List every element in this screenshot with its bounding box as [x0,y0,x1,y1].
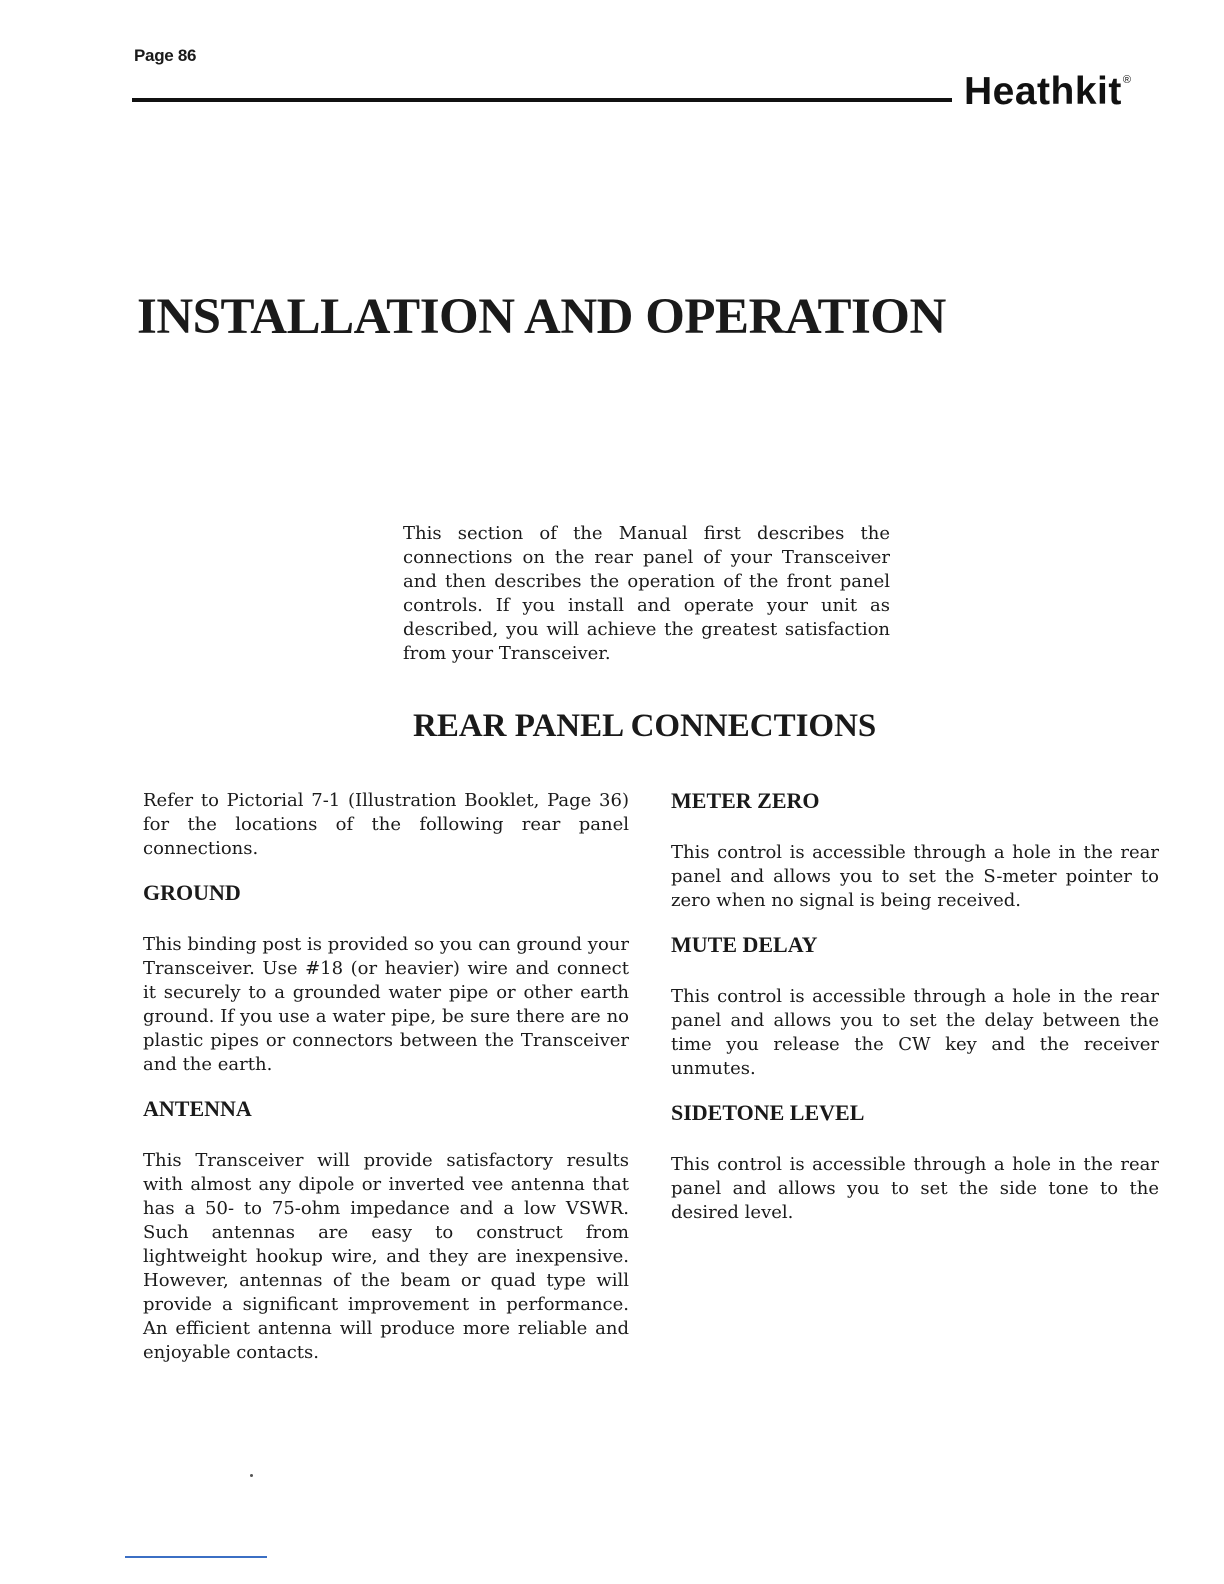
intro-paragraph: This section of the Manual first describes the connections on the rear panel of your Transceiver and then describes the operation of the front panel controls. If you install and operate your unit as described, you will achieve the greatest satisfaction from your Transceiver. [403,523,890,664]
ground-paragraph: This binding post is provided so you can ground your Transceiver. Use #18 (or heavier) wire and connect it securely to a grounded water pipe or other earth ground. If you use a water pipe, be sure there are no plastic pipes or connectors between the Transceiver and the earth. [143,934,629,1075]
meter-zero-heading: METER ZERO [671,788,820,813]
registered-mark: ® [1122,74,1132,86]
lead-paragraph: Refer to Pictorial 7-1 (Illustration Booklet, Page 36) for the locations of the following rear panel connections. [143,790,629,859]
ground-heading: GROUND [143,880,241,905]
sidetone-paragraph: This control is accessible through a hole in the rear panel and allows you to set the side tone to the desired level. [671,1154,1159,1223]
antenna-heading: ANTENNA [143,1096,252,1121]
right-column [671,789,1159,1225]
header-rule [132,98,952,102]
page-number: Page 86 [134,46,197,65]
section-title: REAR PANEL CONNECTIONS [413,708,877,744]
mute-delay-paragraph: This control is accessible through a hole in the rear panel and allows you to set the delay between the time you release the CW key and the receiver unmutes. [671,986,1159,1079]
left-column [143,789,629,1365]
page-title: INSTALLATION AND OPERATION [137,289,946,345]
brand-name: Heathkit [964,70,1122,113]
scan-speck [250,1474,253,1477]
antenna-paragraph: This Transceiver will provide satisfactory results with almost any dipole or inverted vee antenna that has a 50- to 75-ohm impedance and a low VSWR. Such antennas are easy to construct from lightweight hookup wire, and they are inexpensive. However, antennas of the beam or quad type will provide a significant improvement in performance. An efficient antenna will produce more reliable and enjoyable contacts. [143,1150,629,1363]
brand-logo [964,70,1131,114]
sidetone-heading: SIDETONE LEVEL [671,1100,865,1125]
footer-line [125,1556,267,1558]
meter-zero-paragraph: This control is accessible through a hole in the rear panel and allows you to set the S-meter pointer to zero when no signal is being received. [671,842,1159,911]
mute-delay-heading: MUTE DELAY [671,932,818,957]
